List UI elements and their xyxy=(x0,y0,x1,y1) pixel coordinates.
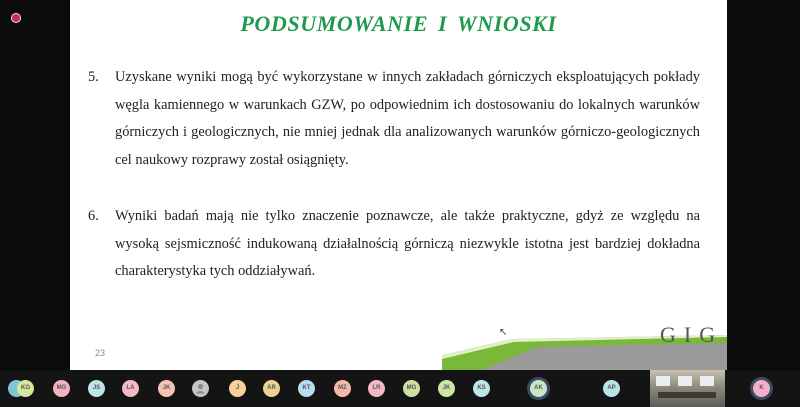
list-item-6 xyxy=(88,203,700,286)
recording-indicator-icon xyxy=(12,14,20,22)
slide-page-number: 23 xyxy=(95,348,106,358)
participant-avatar[interactable]: MG xyxy=(403,380,420,397)
participant-avatar-person-icon[interactable] xyxy=(192,380,209,397)
participant-avatar[interactable]: JS xyxy=(88,380,105,397)
participant-avatar[interactable]: AR xyxy=(263,380,280,397)
slide-title: PODSUMOWANIE I WNIOSKI xyxy=(240,11,557,36)
participant-video-tile[interactable] xyxy=(650,370,725,407)
participant-avatar[interactable]: K xyxy=(753,380,770,397)
item-number: 6. xyxy=(88,208,99,224)
participant-avatar[interactable]: MZ xyxy=(334,380,351,397)
video-table-shape xyxy=(658,392,716,398)
item-text: Uzyskane wyniki mogą być wykorzystane w innych zakładach górniczych eksploatujących pokłady węgla kamiennego w warunkach GZW, po odpowiednim ich dostosowaniu do lokalnych warunków górniczych i geologicznych, nie mniej jednak dla analizowanych warunków górniczo-geologicznych cel naukowy rozprawy został osiągnięty. xyxy=(115,69,700,168)
right-letterbox xyxy=(727,0,800,370)
participant-avatar[interactable]: MG xyxy=(53,380,70,397)
participant-avatar[interactable]: JK xyxy=(158,380,175,397)
participant-avatar[interactable]: JK xyxy=(438,380,455,397)
participant-avatar[interactable]: LR xyxy=(368,380,385,397)
participant-avatar[interactable]: KT xyxy=(298,380,315,397)
participant-avatar[interactable]: J xyxy=(229,380,246,397)
video-window-shape xyxy=(656,376,670,386)
video-window-shape xyxy=(678,376,692,386)
participant-avatar[interactable]: LA xyxy=(122,380,139,397)
presentation-slide xyxy=(70,0,727,370)
participant-avatar[interactable]: KG xyxy=(17,380,34,397)
list-item-5 xyxy=(88,64,700,174)
item-text: Wyniki badań mają nie tylko znaczenie poznawcze, ale także praktyczne, gdyż ze względu na wysoką sejsmiczność indukowaną działalnością górniczą niezwykle istotna jest bardziej dokładna charakterystyka tych oddziaływań. xyxy=(115,208,700,279)
participant-avatar[interactable]: AP xyxy=(603,380,620,397)
participant-avatar[interactable]: AK xyxy=(530,380,547,397)
left-letterbox xyxy=(0,0,70,370)
video-window-shape xyxy=(700,376,714,386)
item-number: 5. xyxy=(88,69,99,85)
gig-logo: GIG xyxy=(660,322,724,347)
mouse-cursor-icon: ↖ xyxy=(499,327,508,338)
participant-avatar[interactable]: KS xyxy=(473,380,490,397)
